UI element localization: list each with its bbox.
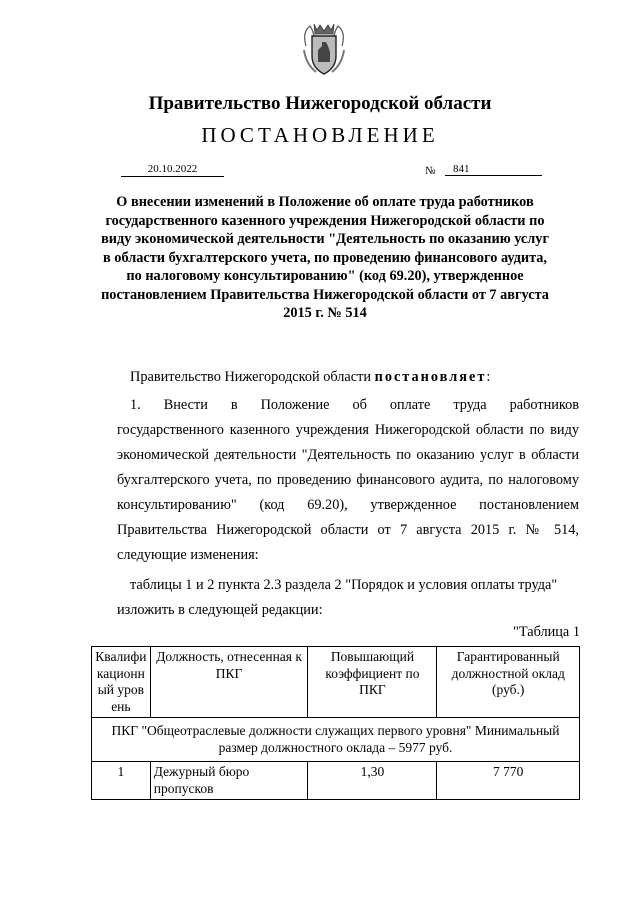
- header-level: Квалификационный уровень: [92, 647, 151, 718]
- document-type: ПОСТАНОВЛЕНИЕ: [201, 123, 439, 147]
- header-salary: Гарантированный должностной оклад (руб.): [437, 647, 580, 718]
- intro-paragraph: [117, 365, 579, 390]
- salary-table: [91, 646, 580, 800]
- cell-coefficient: 1,30: [308, 762, 437, 800]
- table-caption: "Таблица 1: [513, 624, 580, 640]
- cell-position: Дежурный бюро пропусков: [150, 762, 308, 800]
- item1-first-line: 1. Внести в Положение об оплате труда работников: [130, 397, 579, 413]
- table-header-row: [92, 647, 580, 718]
- government-title: Правительство Нижегородской области: [148, 93, 492, 114]
- cell-level: 1: [92, 762, 151, 800]
- intro-decree-word: постановляет: [374, 369, 487, 385]
- header-coefficient: Повышающий коэффициент по ПКГ: [308, 647, 437, 718]
- table-group-row: [92, 718, 580, 762]
- document-date: 20.10.2022: [121, 162, 224, 177]
- document-subject: О внесении изменений в Положение об оплате труда работников государственного казенного учреждения Нижегородской области по виду экономической деятельности "Деятельность по оказанию услуг в области бухгалтерского учета, по проведению финансового аудита, по налоговому консультированию" (код 69.20), утвержденное постановлением Правительства Нижегородской области от 7 августа 2015 г. № 514: [101, 194, 549, 321]
- document-number: 841: [445, 162, 542, 176]
- number-sign: №: [425, 165, 436, 177]
- item1-subparagraph: таблицы 1 и 2 пункта 2.3 раздела 2 "Порядок и условия оплаты труда" изложить в следующей редакции:: [117, 577, 558, 618]
- header-position: Должность, отнесенная к ПКГ: [150, 647, 308, 718]
- item1-body: государственного казенного учреждения Нижегородской области по виду экономической деятельности "Деятельность по оказанию услуг в области бухгалтерского учета, по проведению финансового аудита, по налоговому консультированию" (код 69.20), утвержденное постановлением Правительства Нижегородской области от 7 августа 2015 г. № 514, следующие изменения:: [117, 422, 579, 563]
- group-title: ПКГ "Общеотраслевые должности служащих первого уровня" Минимальный размер должностного оклада – 5977 руб.: [92, 718, 580, 762]
- intro-prefix: Правительство Нижегородской области: [130, 369, 375, 385]
- intro-suffix: :: [486, 369, 491, 385]
- coat-of-arms-icon: [300, 20, 348, 80]
- table-row: [92, 762, 580, 800]
- cell-salary: 7 770: [437, 762, 580, 800]
